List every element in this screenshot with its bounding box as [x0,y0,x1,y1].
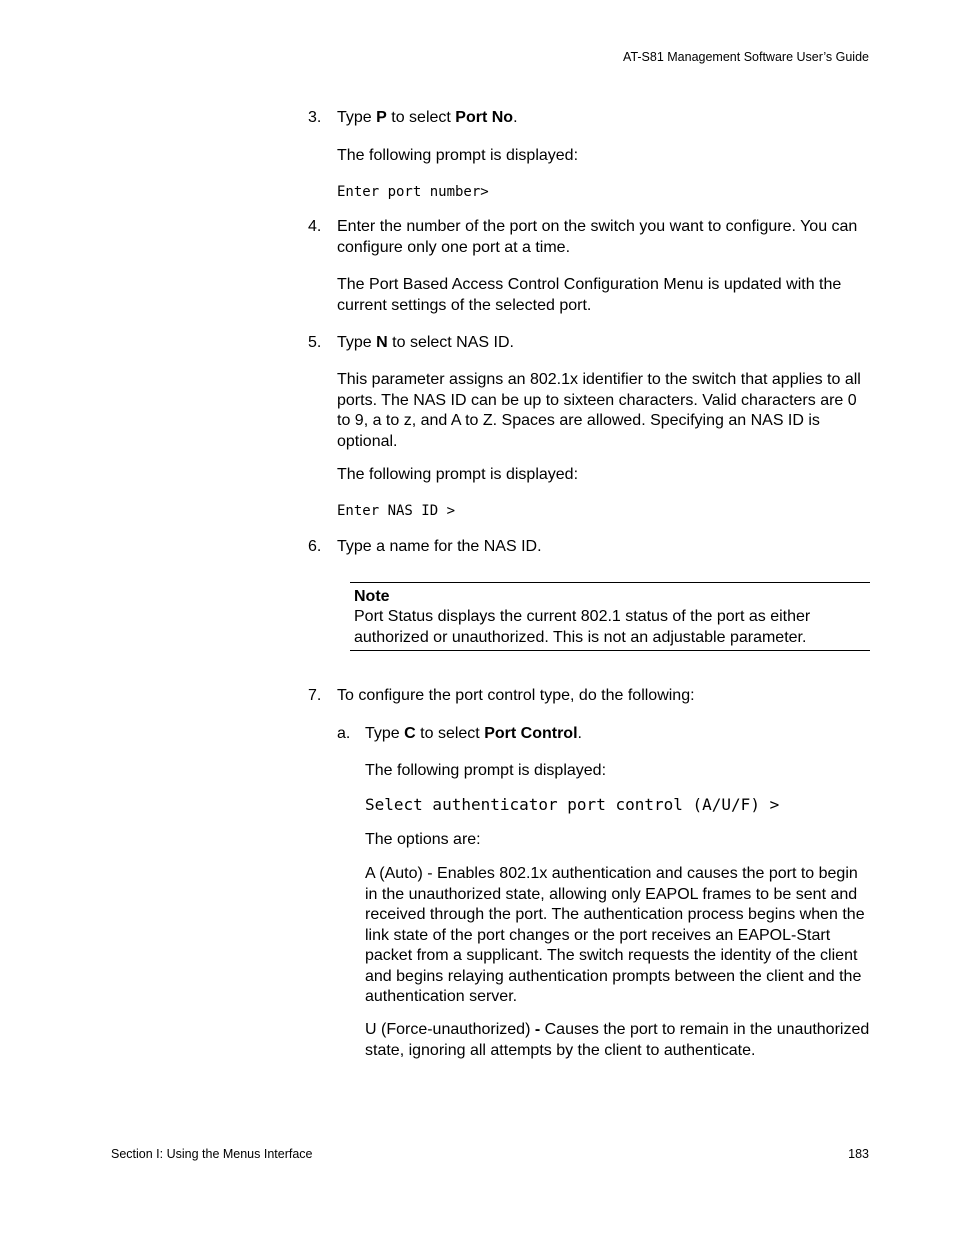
step-5-prompt-intro: The following prompt is displayed: [337,466,579,483]
step-number-7: 7. [308,687,322,704]
step-7-text: To configure the port control type, do the following: [337,687,695,704]
port-control-prompt: Select authenticator port control (A/U/F) > [365,795,780,814]
page-number: 183 [848,1147,869,1161]
note-box [350,582,870,651]
menu-option-port-no: Port No [455,109,514,126]
options-intro: The options are: [365,831,481,848]
port-number-prompt: Enter port number> [337,184,489,200]
step-6-text: Type a name for the NAS ID. [337,538,542,555]
option-force-unauthorized: U (Force-unauthorized) - Causes the port to remain in the unauthorized state, ignoring all attempts by the client to authenticate. [365,1021,870,1059]
step-4-text: Enter the number of the port on the switch you want to configure. You can configure only one port at a time. [337,218,858,256]
step-number-5: 5. [308,334,322,351]
substep-letter-a: a. [337,725,351,742]
nas-id-prompt: Enter NAS ID > [337,503,456,519]
menu-option-port-control: Port Control [484,725,578,742]
note-body: Port Status displays the current 802.1 status of the port as either authorized or unauthorized. This is not an adjustable parameter. [354,608,811,646]
step-number-6: 6. [308,538,322,555]
option-auto: A (Auto) - Enables 802.1x authentication and causes the port to begin in the unauthorized state, allowing only EAPOL frames to be sent and received through the port. The authentication process begins when the link state of the port changes or the port receives an EAPOL-Start packet from a supplicant. The switch requests the identity of the client and begins relaying authentication prompts between the client and the authentication server. [365,865,865,1005]
step-number-3: 3. [308,109,322,126]
key-c: C [404,725,416,742]
substep-a-text: Type C to select Port Control. [365,725,582,742]
running-header: AT-S81 Management Software User’s Guide [623,50,869,64]
key-p: P [376,109,387,126]
step-5-text: Type N to select NAS ID. [337,334,514,351]
note-title: Note [354,588,390,605]
footer-section: Section I: Using the Menus Interface [111,1147,313,1161]
step-4-para: The Port Based Access Control Configuration Menu is updated with the current settings of the selected port. [337,276,842,314]
step-number-4: 4. [308,218,322,235]
step-5-para: This parameter assigns an 802.1x identifier to the switch that applies to all ports. The NAS ID can be up to sixteen characters. Valid characters are 0 to 9, a to z, and A to Z. Spaces are allowed. Specifying an NAS ID is optional. [337,371,861,450]
key-n: N [376,334,388,351]
step-3-prompt-intro: The following prompt is displayed: [337,147,579,164]
step-3-text: Type P to select Port No. [337,109,518,126]
substep-a-prompt-intro: The following prompt is displayed: [365,762,607,779]
